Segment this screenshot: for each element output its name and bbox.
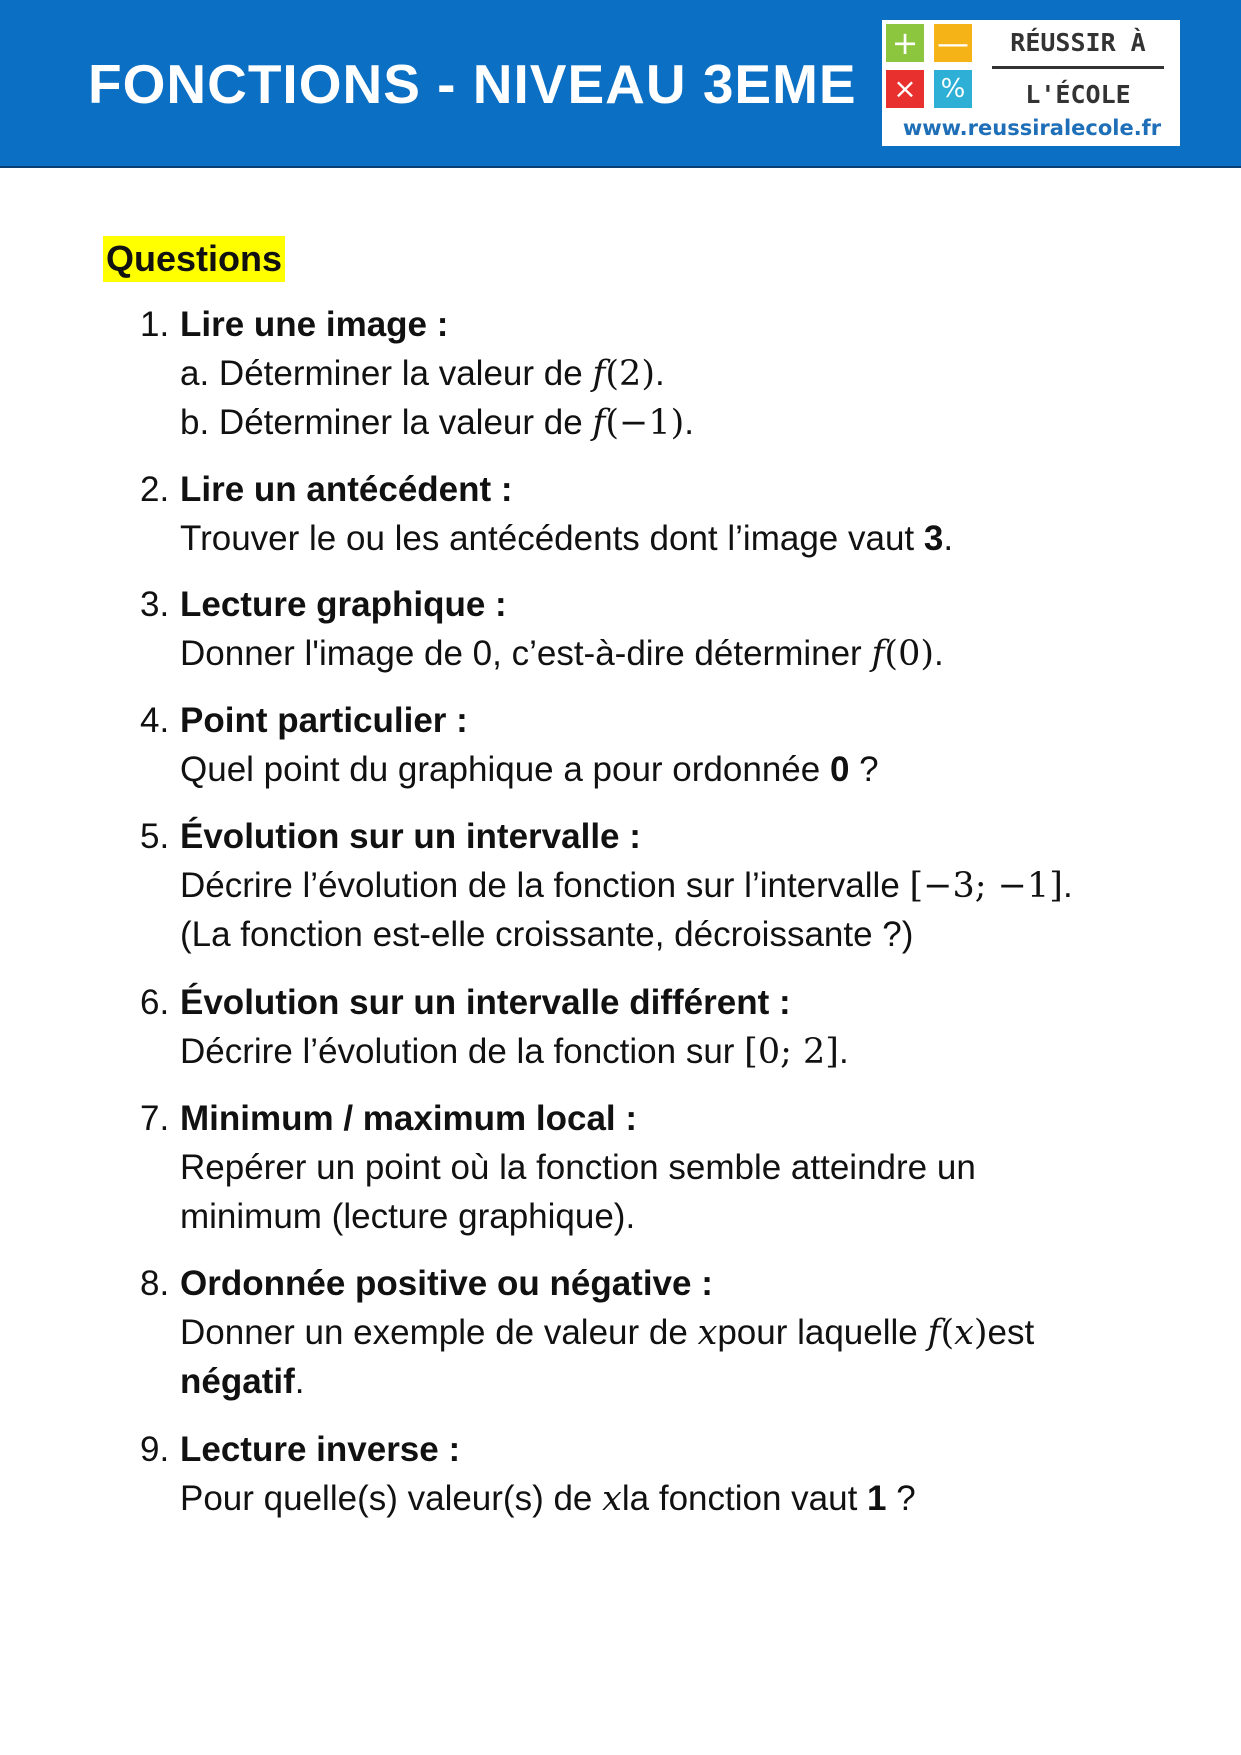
- bold-value: 0: [829, 750, 850, 789]
- section-heading: Questions: [103, 236, 285, 282]
- question-number: 2.: [140, 470, 170, 509]
- text-segment: ?: [849, 750, 879, 789]
- text-segment: Donner un exemple de valeur de: [180, 1313, 698, 1352]
- text-segment: Donner l'image de 0, c’est-à-dire déterminer: [180, 634, 872, 673]
- question-number: 5.: [140, 817, 170, 856]
- page-title: FONCTIONS - NIVEAU 3EME: [88, 53, 857, 115]
- question-title: Lecture inverse :: [180, 1430, 461, 1469]
- question-title: Lire une image :: [180, 305, 449, 344]
- bold-value: négatif: [180, 1362, 295, 1401]
- question-title: Ordonnée positive ou négative :: [180, 1264, 713, 1303]
- question-text: [180, 514, 953, 564]
- question-title: Minimum / maximum local :: [180, 1099, 638, 1138]
- text-segment: pour laquelle: [717, 1313, 928, 1352]
- math-expression: f(2): [592, 354, 655, 394]
- math-expression: f(−1): [592, 403, 685, 443]
- question-text: [180, 1474, 916, 1524]
- question-title: Lire un antécédent :: [180, 470, 513, 509]
- text-segment: .: [654, 354, 665, 393]
- logo-url[interactable]: www.reussiralecole.fr: [902, 116, 1162, 140]
- text-segment: Décrire l’évolution de la fonction sur: [180, 1032, 745, 1071]
- text-segment: .: [1062, 866, 1073, 905]
- question-number: 3.: [140, 585, 170, 624]
- times-icon: ×: [886, 70, 924, 108]
- question-text: [180, 861, 1073, 911]
- text-segment: la fonction vaut: [621, 1479, 868, 1518]
- math-expression: f(0): [871, 634, 934, 674]
- logo-text-top: RÉUSSIR À: [1010, 28, 1146, 57]
- text-segment: .: [934, 634, 944, 673]
- site-logo: [882, 20, 1180, 146]
- question-number: 1.: [140, 305, 170, 344]
- question-text: [180, 1192, 635, 1242]
- text-segment: Repérer un point où la fonction semble atteindre un: [180, 1148, 976, 1187]
- question-title: Point particulier :: [180, 701, 468, 740]
- math-interval: [−3; −1]: [909, 866, 1063, 906]
- question-number: 6.: [140, 983, 170, 1022]
- math-interval: [0; 2]: [744, 1032, 839, 1072]
- bold-value: 1: [867, 1479, 887, 1518]
- percent-icon: %: [934, 70, 972, 108]
- question-text: [180, 1143, 976, 1193]
- logo-text-bottom: L'ÉCOLE: [1025, 80, 1131, 109]
- question-title: Lecture graphique :: [180, 585, 507, 624]
- text-segment: Pour quelle(s) valeur(s) de: [180, 1479, 603, 1518]
- text-segment: a. Déterminer la valeur de: [180, 354, 593, 393]
- text-segment: .: [684, 403, 695, 442]
- question-text: [180, 1027, 849, 1077]
- question-text: [180, 398, 694, 448]
- question-number: 9.: [140, 1430, 170, 1469]
- question-number: 8.: [140, 1264, 170, 1303]
- question-title: Évolution sur un intervalle :: [180, 817, 641, 856]
- question-text: [180, 1308, 1034, 1358]
- math-variable: x: [602, 1479, 622, 1519]
- question-number: 7.: [140, 1099, 170, 1138]
- text-segment: .: [838, 1032, 849, 1071]
- text-segment: .: [294, 1362, 305, 1401]
- text-segment: Trouver le ou les antécédents dont l’image vaut: [180, 519, 924, 558]
- text-segment: (La fonction est-elle croissante, décroissante ?): [180, 915, 914, 954]
- text-segment: Quel point du graphique a pour ordonnée: [180, 750, 830, 789]
- plus-icon: +: [886, 24, 924, 62]
- question-title: Évolution sur un intervalle différent :: [180, 983, 791, 1022]
- text-segment: b. Déterminer la valeur de: [180, 403, 593, 442]
- math-expression: f(x): [927, 1313, 988, 1353]
- math-variable: x: [697, 1313, 718, 1353]
- question-text: [180, 745, 879, 795]
- text-segment: Décrire l’évolution de la fonction sur l’intervalle: [180, 866, 910, 905]
- question-text: [180, 349, 665, 399]
- logo-divider: [992, 66, 1164, 69]
- question-text: [180, 1357, 304, 1407]
- question-text: [180, 910, 913, 960]
- question-number: 4.: [140, 701, 170, 740]
- minus-icon: —: [934, 24, 972, 62]
- text-segment: ?: [886, 1479, 916, 1518]
- text-segment: est: [987, 1313, 1035, 1352]
- question-text: [180, 629, 944, 679]
- page-header: [0, 0, 1241, 168]
- bold-value: 3: [923, 519, 944, 558]
- text-segment: minimum (lecture graphique).: [180, 1197, 636, 1236]
- text-segment: .: [943, 519, 954, 558]
